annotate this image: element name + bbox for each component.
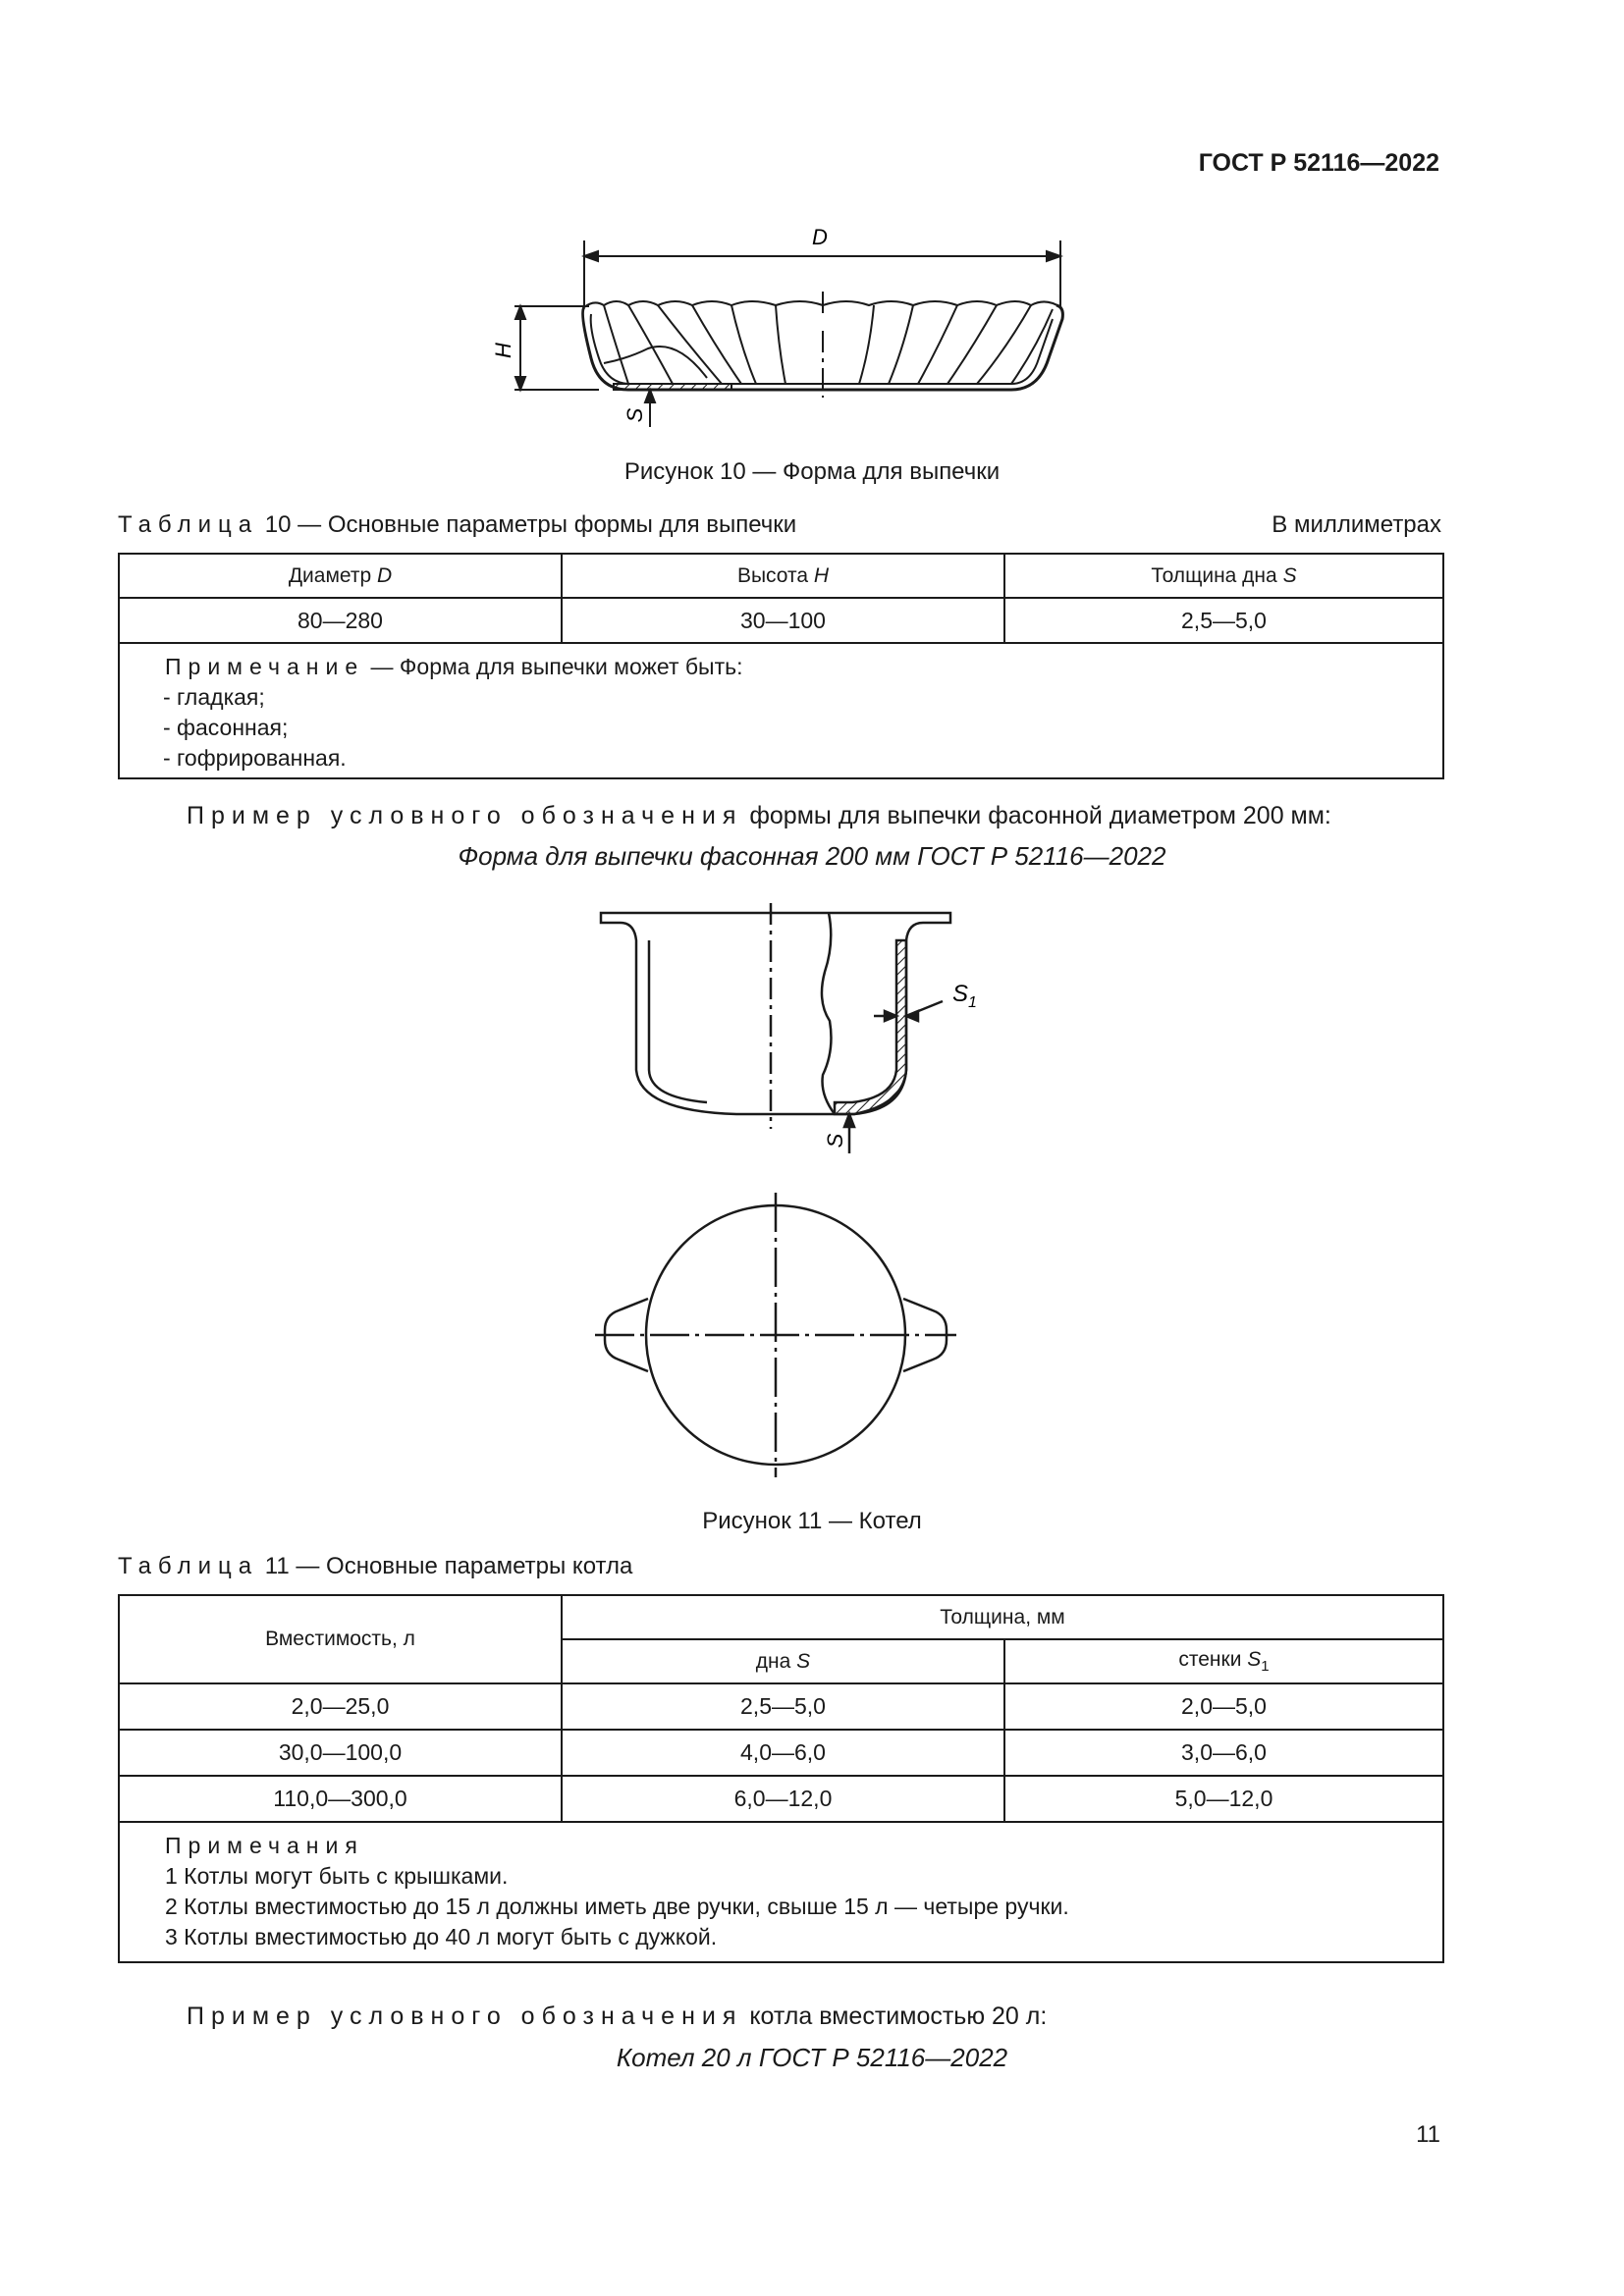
- example-1-designation: Форма для выпечки фасонная 200 мм ГОСТ Р 52116—2022: [458, 841, 1166, 871]
- figure-10-drawing: [481, 221, 1090, 432]
- document-code: ГОСТ Р 52116—2022: [1198, 149, 1439, 177]
- example-2-text: котла вместимостью 20 л:: [742, 2002, 1048, 2030]
- table-11-notes: [119, 1822, 1443, 1962]
- note-item: 2 Котлы вместимостью до 15 л должны иметь две ручки, свыше 15 л — четыре ручки.: [165, 1894, 1069, 1919]
- table-cell: 30—100: [562, 598, 1004, 643]
- table-10-units: В миллиметрах: [1272, 511, 1441, 538]
- example-1-text: формы для выпечки фасонной диаметром 200 мм:: [742, 802, 1331, 829]
- table-cell: 4,0—6,0: [562, 1730, 1004, 1776]
- table-10: [118, 553, 1444, 779]
- table-10-header-diameter: Диаметр D: [119, 554, 562, 598]
- table-11-header-wall: стенки $S_1$: [1004, 1639, 1443, 1683]
- table-cell: 80—280: [119, 598, 562, 643]
- table-10-note: [119, 643, 1443, 778]
- page-number: 11: [1416, 2121, 1440, 2148]
- table-10-header-thickness: Толщина дна S: [1004, 554, 1443, 598]
- dim-h-label: H: [491, 343, 515, 358]
- table-11-header-thickness: Толщина, мм: [562, 1595, 1443, 1639]
- note-item: - гладкая;: [163, 684, 265, 710]
- note-label: Примечание: [165, 654, 365, 679]
- example-2-designation: Котел 20 л ГОСТ Р 52116—2022: [616, 2043, 1008, 2072]
- dim-s-label-11: S: [823, 1133, 847, 1148]
- figure-11-caption: Рисунок 11 — Котел: [702, 1508, 922, 1534]
- note-text: — Форма для выпечки может быть:: [364, 654, 743, 679]
- table-11-label: Таблица: [118, 1553, 259, 1579]
- table-11-header-capacity: Вместимость, л: [119, 1595, 562, 1683]
- note-item: - гофрированная.: [163, 745, 347, 771]
- table-10-label: Таблица: [118, 511, 259, 538]
- table-cell: 2,0—25,0: [119, 1683, 562, 1730]
- example-1: [187, 802, 1331, 830]
- figure-10-caption: Рисунок 10 — Форма для выпечки: [623, 458, 1001, 485]
- figure-11-section: [589, 903, 1001, 1158]
- table-11-caption: 11 — Основные параметры котла: [264, 1553, 633, 1579]
- example-2-label: Пример условного обозначения: [187, 2002, 743, 2030]
- note-item: 3 Котлы вместимостью до 40 л могут быть с дужкой.: [165, 1924, 718, 1949]
- table-11-header-bottom: дна S: [562, 1639, 1004, 1683]
- table-cell: 110,0—300,0: [119, 1776, 562, 1822]
- table-cell: 30,0—100,0: [119, 1730, 562, 1776]
- table-10-caption: 10 — Основные параметры формы для выпечки: [264, 511, 797, 538]
- figure-11-plan: [589, 1173, 992, 1487]
- table-11-title: [118, 1553, 632, 1580]
- dim-s-label: S: [623, 407, 647, 423]
- note-item: - фасонная;: [163, 715, 289, 740]
- table-cell: 3,0—6,0: [1004, 1730, 1443, 1776]
- table-10-title: [118, 511, 796, 539]
- example-1-label: Пример условного обозначения: [187, 802, 743, 829]
- dim-s1-label: $S_1$: [952, 981, 977, 1011]
- table-cell: 2,5—5,0: [1004, 598, 1443, 643]
- table-cell: 2,0—5,0: [1004, 1683, 1443, 1730]
- table-10-header-height: Высота H: [562, 554, 1004, 598]
- notes-label: Примечания: [165, 1833, 364, 1858]
- table-11: [118, 1594, 1444, 1963]
- dim-d-label: D: [812, 225, 828, 249]
- table-cell: 2,5—5,0: [562, 1683, 1004, 1730]
- table-cell: 6,0—12,0: [562, 1776, 1004, 1822]
- note-item: 1 Котлы могут быть с крышками.: [165, 1863, 509, 1889]
- example-2: [187, 2002, 1047, 2031]
- table-cell: 5,0—12,0: [1004, 1776, 1443, 1822]
